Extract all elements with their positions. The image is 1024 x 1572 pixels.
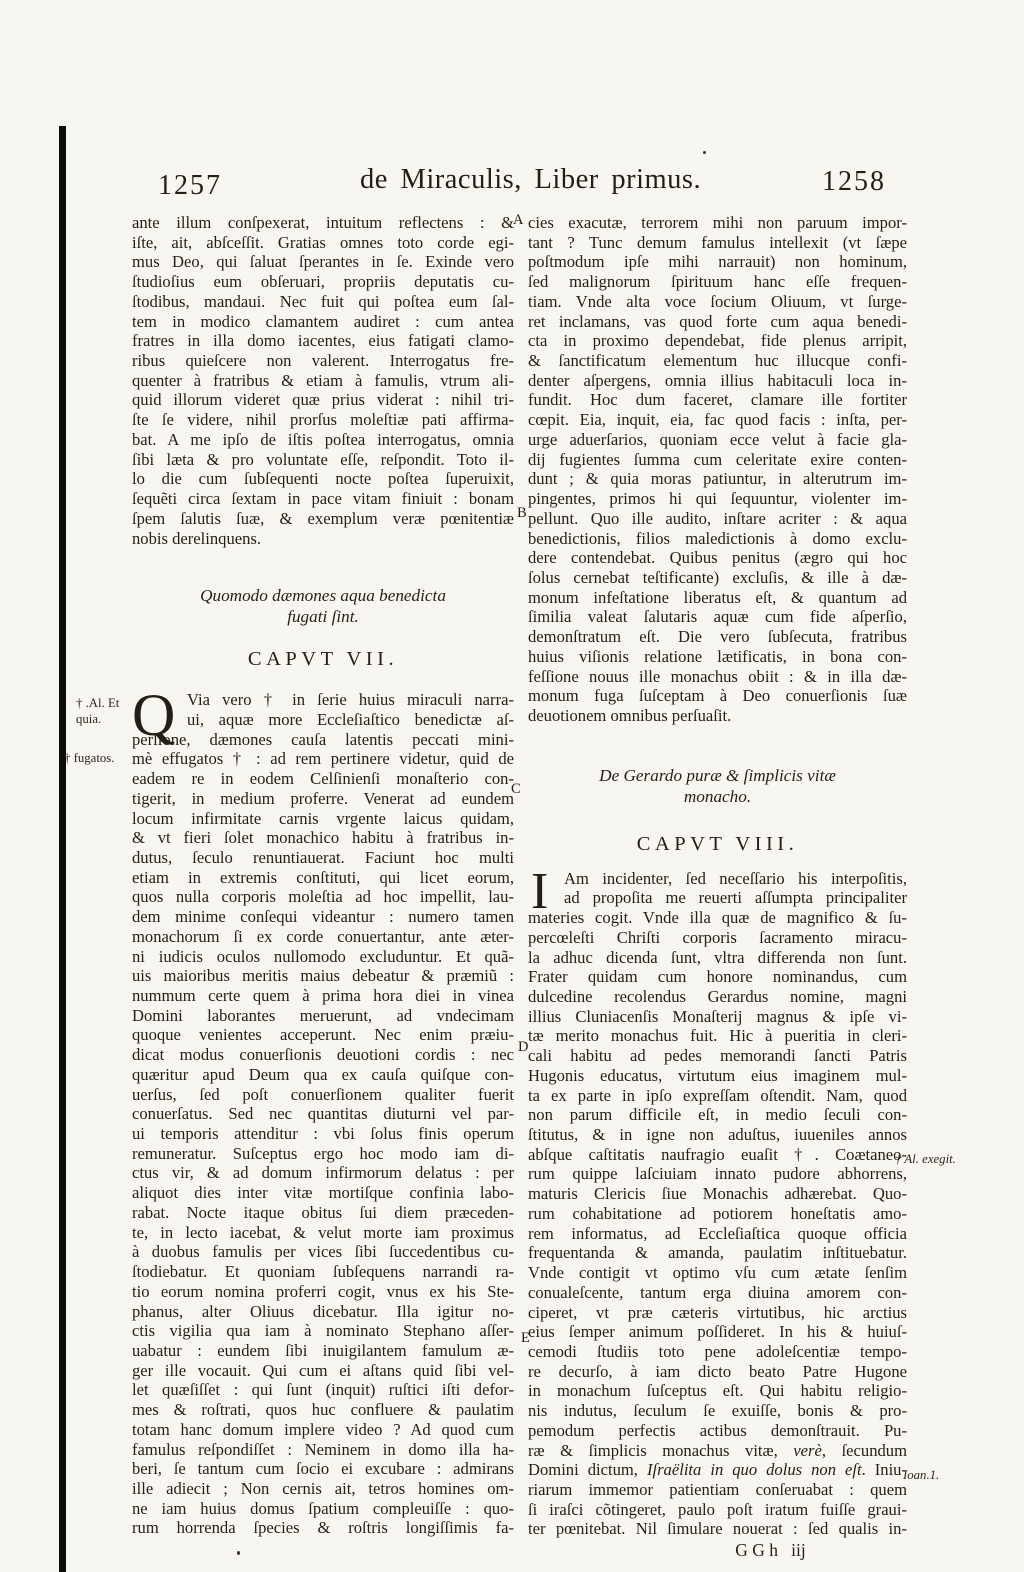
text-line <box>528 1460 907 1480</box>
margin-note-fugatos: † fugatos. <box>64 751 115 765</box>
text-line: ad propoſita me reuerti aſſumpta principaliter <box>564 888 907 908</box>
text-line: re decurſo, à iam dicto beato Patre Hugone <box>528 1361 907 1381</box>
text-line: ſte ſe videre, nihil prorſus moleſtiæ pati affirma- <box>132 410 514 430</box>
margin-note-ioan: Ioan.1. <box>903 1468 940 1482</box>
text-line: huius viſionis relatione lætificatis, in bona con- <box>528 646 907 666</box>
text-line: ſtodibus, mandaui. Nec fuit qui poſtea eum ſal- <box>132 291 514 311</box>
text-segment: . Iniu- <box>861 1460 907 1480</box>
text-line: fundit. Hoc dum faceret, clamare ille fortiter <box>528 390 907 410</box>
text-line: rum quippe laſciuiam innato pudore abhorrens, <box>528 1164 907 1184</box>
italic-phrase: Iſraëlita in quo dolus non eſt <box>646 1460 862 1480</box>
text-line: monacho. <box>683 786 752 806</box>
gutter-marker-c: C <box>511 781 521 797</box>
text-line: eius ſemper animum poſſideret. In his & huiuſ- <box>528 1322 907 1342</box>
text-line: ne iam huius domus ſpatium compleuiſſe : quo- <box>132 1498 514 1518</box>
text-line: fugati ſint. <box>287 607 359 627</box>
text-line: ſibi læta & pro voluntate eſſe, reſpondit. Toto il- <box>132 449 514 469</box>
text-line: rum cohabitatione ad potiorem honeſtatis amo- <box>528 1203 907 1223</box>
text-line <box>528 1441 907 1461</box>
text-line: ter pœnitebat. Nil ſimulare nouerat : ſed qualis in- <box>528 1519 907 1539</box>
running-title: de Miraculis, Liber primus. <box>360 164 702 195</box>
gutter-marker-e: E <box>521 1330 530 1346</box>
text-line: ſtitutus, & in igne non aduſtus, iuueniles annos <box>528 1125 907 1145</box>
paragraph-continuation <box>132 213 514 548</box>
text-line: ille adiecit ; Non cernis ait, tetros homines om- <box>132 1478 514 1498</box>
text-line: uerſus, ſed poſt conuerſionem qualiter fuerit <box>132 1084 514 1104</box>
text-line: quos nulla corporis moleſtia ad hoc impellit, lau- <box>132 887 514 907</box>
text-line: cemodi ſtudiis toto pene adoleſcentiæ tempo- <box>528 1341 907 1361</box>
text-line: ſimilia valeat ſalutaris aquæ cum fide aſperſio, <box>528 607 907 627</box>
chapter-7-paragraph <box>132 682 514 1538</box>
text-line: mes & roſtrati, quos huc confluere & paulatim <box>132 1400 514 1420</box>
text-segment: Domini dictum, <box>528 1460 647 1480</box>
signature-mark: G G h iij <box>735 1540 806 1561</box>
text-line: dunt ; & quia moras patiuntur, in alterutrum im- <box>528 469 907 489</box>
text-line: ui temporis attenditur : vbi ſolus finis operum <box>132 1124 514 1144</box>
page-number-left: 1257 <box>158 170 222 201</box>
text-line: quoque venientes acceperunt. Nec enim præiu- <box>132 1025 514 1045</box>
text-segment: , ſecundum <box>821 1440 907 1460</box>
text-line: ribus quieſcere non valerent. Interrogatus fre- <box>132 351 514 371</box>
text-line: totam hanc domum implere video ? Ad quod cum <box>132 1419 514 1439</box>
text-line: locum infirmitate carnis vrgente laicus quidam, <box>132 808 514 828</box>
text-line: ſed malignorum ſpirituum hanc eſſe frequen- <box>528 272 907 292</box>
text-line: cies exacutæ, terrorem mihi non paruum impor- <box>528 213 907 232</box>
text-line: uis maioribus meritis maius debeatur & præmiũ : <box>132 966 514 986</box>
text-line: tiam. Vnde alta voce ſocium Oliuum, vt ſurge- <box>528 291 907 311</box>
text-line: ſpem ſalutis ſuæ, & exemplum veræ pœnitentiæ <box>132 508 514 528</box>
text-line: à duobus famulis per vices ſibi ſuccedentibus cu- <box>132 1242 514 1262</box>
text-line: uabatur : eundem ſibi inuigilantem famulum æ- <box>132 1340 514 1360</box>
text-line: nummum certe quem à prima hora diei in vinea <box>132 986 514 1005</box>
text-line: etiam in extremis conſtituti, qui licet eorum, <box>132 867 514 887</box>
binding-edge-rule <box>59 126 66 1572</box>
text-segment: ræ & ſimplicis monachus vitæ, <box>528 1440 794 1460</box>
text-line: monum fuga ſuſceptam à Deo conuerſionis ſuæ <box>528 686 907 706</box>
left-column <box>132 213 514 1538</box>
text-line: dere contendebat. Quibus penitus (ægro qui hoc <box>528 548 907 568</box>
text-line: lo die cum ſubſequenti nocte poſtea ſuperuixit, <box>132 469 514 489</box>
text-line: Hugonis educatus, virtutum eius imaginem mul- <box>528 1065 907 1085</box>
text-line: abſque caſtitatis naufragio euaſit †. Coætaneo- <box>528 1144 907 1164</box>
caput-7-title: CAPVT VII. <box>247 648 399 671</box>
text-line: ta ex parte in ipſo expreſſam oſtendit. Nam, quod <box>528 1085 907 1105</box>
text-line: ret inclamans, vas quod forte cum aqua benedi- <box>528 311 907 331</box>
margin-note-al-exegit: † Al. exegit. <box>895 1152 956 1166</box>
text-line: poſtmodum ipſe mihi narrauit) non hominum, <box>528 252 907 272</box>
text-line: ciperet, vt præ cæteris virtutibus, hic arctius <box>528 1302 907 1322</box>
text-line: cta in proximo dependebat, fide plenus arripit, <box>528 331 907 351</box>
gutter-marker-a: A <box>513 212 524 228</box>
caput-8-title: CAPVT VIII. <box>636 832 799 855</box>
text-line: rem informatus, ad Eccleſiaſtica quoque officia <box>528 1223 907 1243</box>
text-line: ſequẽti circa ſextam in pace vitam finiuit : bonam <box>132 489 514 509</box>
text-line: urge aduerſarios, quoniam ecce velut à facie gla- <box>528 429 907 449</box>
text-line: pingentes, primos hi qui ſequuntur, violenter im- <box>528 489 907 509</box>
text-line: ctus vir, & ad domum infirmorum delatus : per <box>132 1163 514 1183</box>
text-line: ui, aquæ more Eccleſiaſtico benedictæ aſ- <box>187 709 514 729</box>
ink-speck <box>237 1551 240 1555</box>
text-line: nobis derelinquens. <box>132 528 262 548</box>
text-line: ctis vigilia qua iam à nominato Stephano aſſer- <box>132 1321 514 1341</box>
text-line: ſolus cernebat teſtificante) excluſis, & ille à dæ- <box>528 567 907 587</box>
text-line: phanus, alter Oliuus dicebatur. Illa igitur no- <box>132 1301 514 1321</box>
text-line: remuneratur. Suſceptus ergo hoc modo iam di- <box>132 1143 514 1163</box>
text-line: tæ merito monachus fuit. Hic à pueritia in cleri- <box>528 1026 907 1046</box>
ink-speck <box>703 151 706 154</box>
text-line: percœleſti Chriſti corporis ſacramento miracu- <box>528 927 907 947</box>
text-line: dicat modus conuerſionis deuotioni cordis : nec <box>132 1045 514 1065</box>
text-line: deuotionem omnibus perſuaſit. <box>528 705 732 725</box>
text-line: in monachum ſuſceptus eſt. Qui habitu religio- <box>528 1381 907 1401</box>
text-line: maturis Clericis ſiue Monachis adhærebat. Quo- <box>528 1184 907 1204</box>
text-line: aliquot dies inter vitæ mortiſque confinia labo- <box>132 1183 514 1203</box>
page-number-right: 1258 <box>822 166 886 197</box>
text-line: rum horrenda ſpecies & roſtris longiſſimis fa- <box>132 1518 514 1538</box>
text-line: illius Cluniacenſis Monaſterij magnus & ipſe vi- <box>528 1006 907 1026</box>
text-line: tem in modico clamantem audiret : cum antea <box>132 311 514 331</box>
text-line: frequentanda & amanda, paulatim inſtituebatur. <box>528 1243 907 1263</box>
text-line: ger ille vocauit. Qui cum ei aſtans quid ſibi vel- <box>132 1360 514 1380</box>
text-line: & vt fieri ſolet monachico habitu à fratribus in- <box>132 828 514 848</box>
text-line: Via vero † in ſerie huius miraculi narra- <box>187 690 514 710</box>
text-line: Domini laborantes meruerunt, ad vndecimam <box>132 1005 514 1025</box>
dropcap-i: I <box>531 862 549 920</box>
text-line: dem minime conſequi videantur : numero tamen <box>132 907 514 927</box>
text-line: tio eorum nomina proferri cogit, vnus ex his Ste- <box>132 1281 514 1301</box>
text-line: riarum immemor patientiam conſeruabat : quem <box>528 1479 907 1499</box>
text-line: & ſanctificatum elementum huc illucque confi- <box>528 351 907 371</box>
text-line: demonſtratum eſt. Die vero ſubſecuta, fratribus <box>528 627 907 647</box>
text-line: quid illorum videret quæ prius viderat : nihil tri- <box>132 390 514 410</box>
text-line: Quomodo dæmones aqua benedicta <box>200 586 446 606</box>
text-line: cali habitu ad pedes memorandi ſancti Patris <box>528 1046 907 1066</box>
text-line: conualeſcente, tantum erga diuina amorem con- <box>528 1282 907 1302</box>
margin-note-line: quia. <box>76 711 102 726</box>
text-line: iſte, ait, abſceſſit. Gratias omnes toto corde egi- <box>132 232 514 252</box>
text-line: famulus reſpondiſſet : Neminem in domo illa ha- <box>132 1439 514 1459</box>
text-line: De Gerardo puræ & ſimplicis vitæ <box>599 765 836 785</box>
chapter-8-lines <box>528 862 907 1539</box>
text-line: benedictionis, filios maledictionis à domo exclu- <box>528 528 907 548</box>
text-line: fratres in illa domo iacentes, eius fatigati clamo- <box>132 331 514 351</box>
chapter-8-heading <box>528 765 907 807</box>
text-line: la adhuc dicenda ſunt, vltra differenda non ſunt. <box>528 947 907 967</box>
text-line: tigerit, in medium proferre. Venerat ad eundem <box>132 788 514 808</box>
text-line: quæritur apud Deum qua ex cauſa quiſque con- <box>132 1064 514 1084</box>
text-line: bat. A me ipſo de iſtis poſtea interrogatus, omnia <box>132 429 514 449</box>
text-line: te, in lecto iacebat, & velut morte iam proximus <box>132 1222 514 1242</box>
text-line: ſtudioſius eum obſeruari, propriis deputatis cu- <box>132 272 514 292</box>
text-line: pemodum perfectis actibus demonſtrauit. Pu- <box>528 1420 907 1440</box>
text-line: monachorum ſi ex corde conuertantur, ante æter- <box>132 926 514 946</box>
text-line: ni iudicis oculos nullomodo excluduntur. Et quã- <box>132 946 514 966</box>
text-line: conuerſatus. Sed nec quantitas diuturni vel par- <box>132 1104 514 1124</box>
text-line: denter aſpergens, omnia illius habitaculi loca in- <box>528 370 907 390</box>
text-line: cœpit. Eia, inquit, eia, fac quod facis : inſta, per- <box>528 410 907 430</box>
text-line: Am incidenter, ſed neceſſario his interpoſitis, <box>564 868 907 888</box>
text-line: quenter à fratribus & etiam à famulis, vtrum ali- <box>132 370 514 390</box>
dropcap-q: Q <box>132 682 176 749</box>
text-line: tant ? Tunc demum famulus intellexit (vt ſæpe <box>528 232 907 252</box>
text-line: eadem re in eodem Celſinienſi monaſterio con- <box>132 769 514 789</box>
text-line: Frater quidam cum honore nominandus, cum <box>528 967 907 987</box>
text-line: mus Deo, qui ſaluat ſperantes in ſe. Exinde vero <box>132 252 514 272</box>
text-line: dij fugientes ſumma cum celeritate exire conten- <box>528 449 907 469</box>
text-line: perſione, dæmones cauſa latentis peccati mini- <box>132 729 514 749</box>
chapter-8-paragraph <box>528 862 907 1539</box>
right-column <box>528 213 907 1561</box>
text-line: feſſione nouus ille monachus obiit : & in illa dæ- <box>528 666 907 686</box>
text-line: dutus, ſeculo renuntiauerat. Faciunt hoc multi <box>132 847 514 867</box>
text-line: monum infeſtatione liberatus eſt, & quantum ad <box>528 587 907 607</box>
text-line: nis indutus, ſeculum ſe exuiſſe, bonis & pro- <box>528 1401 907 1421</box>
gutter-marker-b: B <box>517 505 527 521</box>
text-line: ſi iraſci cõtingeret, paulo poſt iratum fuiſſe graui- <box>528 1499 907 1519</box>
italic-phrase: verè <box>793 1440 822 1460</box>
gutter-marker-d: D <box>518 1039 529 1055</box>
text-line: let quæſiſſet : qui ſunt (inquit) ruſtici iſti defor- <box>132 1380 514 1400</box>
paragraph-continuation <box>528 213 907 726</box>
margin-note-line: † .Al. Et <box>76 696 120 710</box>
text-line: dulcedine recolendus Gerardus nomine, magni <box>528 987 907 1006</box>
text-line: rabat. Nocte itaque obitus ſui diem præceden- <box>132 1202 514 1222</box>
text-line: non parum difficile eſt, in medio ſeculi con- <box>528 1105 907 1125</box>
text-line: Vnde contigit vt optimo vſu cum ætate ſenſim <box>528 1263 907 1283</box>
text-line: ſtodiebatur. Et quoniam ſubſequens narrandi ra- <box>132 1262 514 1282</box>
chapter-7-lines <box>132 682 514 1538</box>
chapter-7-heading <box>132 585 514 627</box>
text-line: beri, ſe tantum cum ſocio ei excubare : admirans <box>132 1459 514 1479</box>
text-line: materies cogit. Vnde illa quæ de magnifico & ſu- <box>528 908 907 928</box>
text-line: ante illum conſpexerat, intuitum reflectens : & <box>132 213 514 232</box>
text-line: pellunt. Quo ille audito, inſtare acriter : & aqua <box>528 508 907 528</box>
text-line: mè effugatos † : ad rem pertinere videtur, quid de <box>132 749 514 769</box>
